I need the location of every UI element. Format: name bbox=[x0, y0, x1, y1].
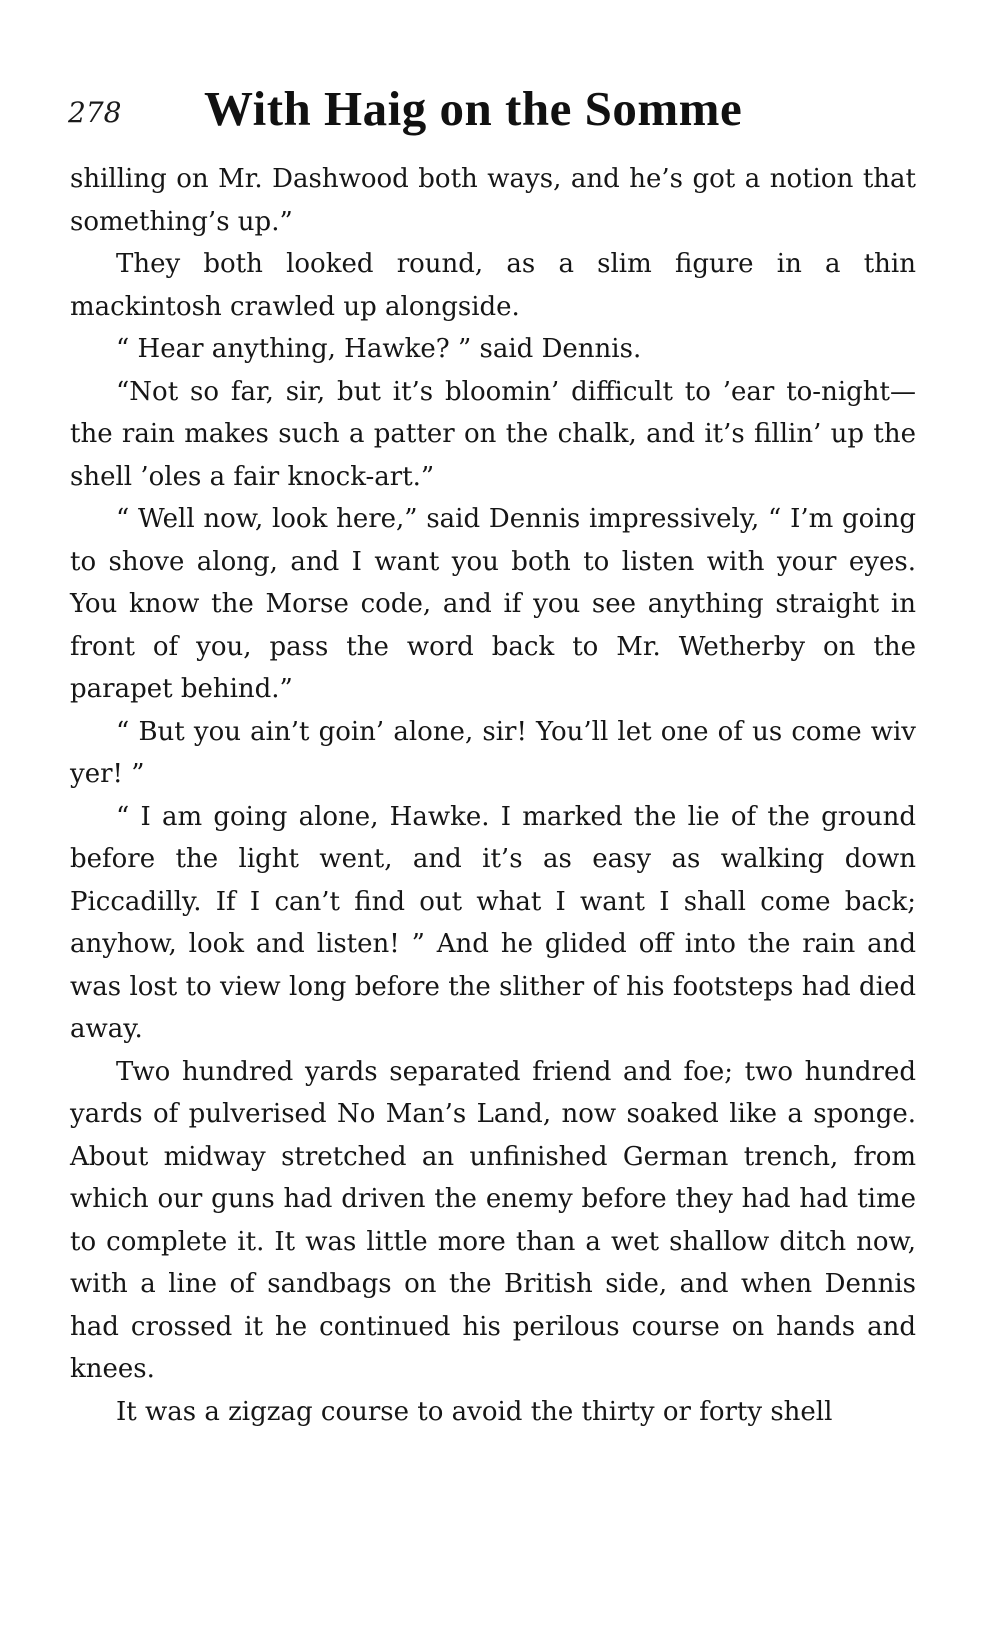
paragraph-5: “ Well now, look here,” said Dennis impressively, “ I’m going to shove along, and I want you both to listen with your eyes. You know the Morse code, and if you see anything straight in front of you, pass the word back to Mr. Wetherby on the parapet behind.” bbox=[70, 504, 916, 704]
paragraph-9: It was a zigzag course to avoid the thirty or forty shell bbox=[116, 1396, 833, 1427]
paragraph-2: They both looked round, as a slim figure in a thin mackintosh crawled up alongside. bbox=[70, 249, 916, 322]
paragraph-1: shilling on Mr. Dashwood both ways, and he’s got a notion that something’s up.” bbox=[70, 164, 916, 237]
paragraph-4: “Not so far, sir, but it’s bloomin’ difficult to ’ear to-night—the rain makes such a patter on the chalk, and it’s fillin’ up the shell ’oles a fair knock-art.” bbox=[70, 376, 916, 492]
page-number: 278 bbox=[68, 96, 122, 129]
paragraph-8: Two hundred yards separated friend and foe; two hundred yards of pulverised No Man’s Land, now soaked like a sponge. About midway stretched an unfinished German trench, from which our guns had driven the enemy before they had had time to complete it. It was little more than a wet shallow ditch now, with a line of sandbags on the British side, and when Dennis had crossed it he continued his perilous course on hands and knees. bbox=[70, 1056, 916, 1384]
paragraph-3: “ Hear anything, Hawke? ” said Dennis. bbox=[116, 334, 642, 364]
book-title: With Haig on the Somme bbox=[204, 81, 743, 136]
book-page bbox=[70, 78, 916, 1433]
paragraph-6: “ But you ain’t goin’ alone, sir! You’ll let one of us come wiv yer! ” bbox=[70, 716, 916, 789]
running-head bbox=[70, 78, 916, 158]
paragraph-7: “ I am going alone, Hawke. I marked the lie of the ground before the light went, and it’s as easy as walking down Piccadilly. If I can’t find out what I want I shall come back; anyhow, look and listen! ” And he glided off into the rain and was lost to view long before the slither of his footsteps had died away. bbox=[70, 801, 916, 1044]
body-text bbox=[70, 158, 916, 1433]
